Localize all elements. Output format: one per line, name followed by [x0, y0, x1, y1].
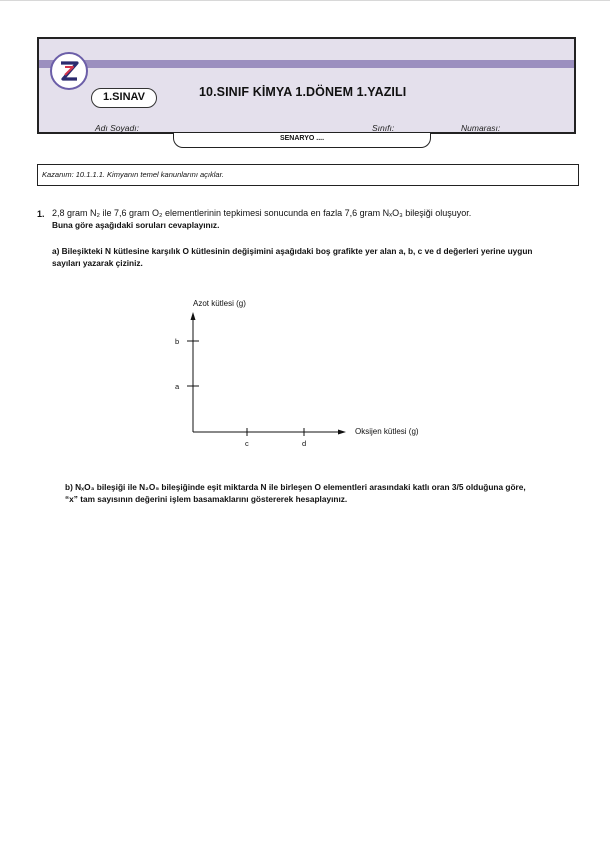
x-axis-arrow-icon [338, 430, 346, 435]
exam-number-badge: 1.SINAV [91, 88, 157, 108]
y-tick-label-b: b [175, 337, 180, 346]
part-b-text-line2: “x” tam sayısının değerini işlem basamaklarını göstererek hesaplayınız. [65, 494, 348, 504]
class-label: Sınıfı: [372, 123, 395, 133]
x-tick-label-c: c [245, 439, 249, 448]
part-a-text-line1: a) Bileşikteki N kütlesine karşılık O kütlesinin değişimini aşağıdaki boş grafikte yer alan a, b, c ve d değerleri yerine uygun [52, 246, 533, 256]
y-axis-label: Azot kütlesi (g) [193, 299, 246, 308]
y-axis-arrow-icon [191, 312, 196, 320]
part-a-text-line2: sayıları yazarak çiziniz. [52, 258, 143, 268]
student-number-label: Numarası: [461, 123, 501, 133]
learning-outcome-box: Kazanım: 10.1.1.1. Kimyanın temel kanunlarını açıklar. [37, 164, 579, 186]
part-b-text-line1: b) NₓO₃ bileşiği ile N₂O₅ bileşiğinde eşit miktarda N ile birleşen O elementleri arasındaki katlı oran 3/5 olduğuna göre, [65, 482, 526, 492]
question-intro: 2,8 gram N₂ ile 7,6 gram O₂ elementlerinin tepkimesi sonucunda en fazla 7,6 gram NₓO₃ bileşiği oluşuyor. [52, 208, 472, 218]
question-instruction: Buna göre aşağıdaki soruları cevaplayınız. [52, 220, 220, 230]
x-tick-label-d: d [302, 439, 307, 448]
y-tick-label-a: a [175, 382, 180, 391]
student-name-label: Adı Soyadı: [95, 123, 139, 133]
question-number: 1. [37, 209, 45, 219]
axis-ticks [175, 337, 306, 448]
scenario-tab: SENARYO .... [173, 133, 431, 148]
exam-title: 10.SINIF KİMYA 1.DÖNEM 1.YAZILI [199, 85, 407, 99]
x-axis-label: Oksijen kütlesi (g) [355, 427, 419, 436]
